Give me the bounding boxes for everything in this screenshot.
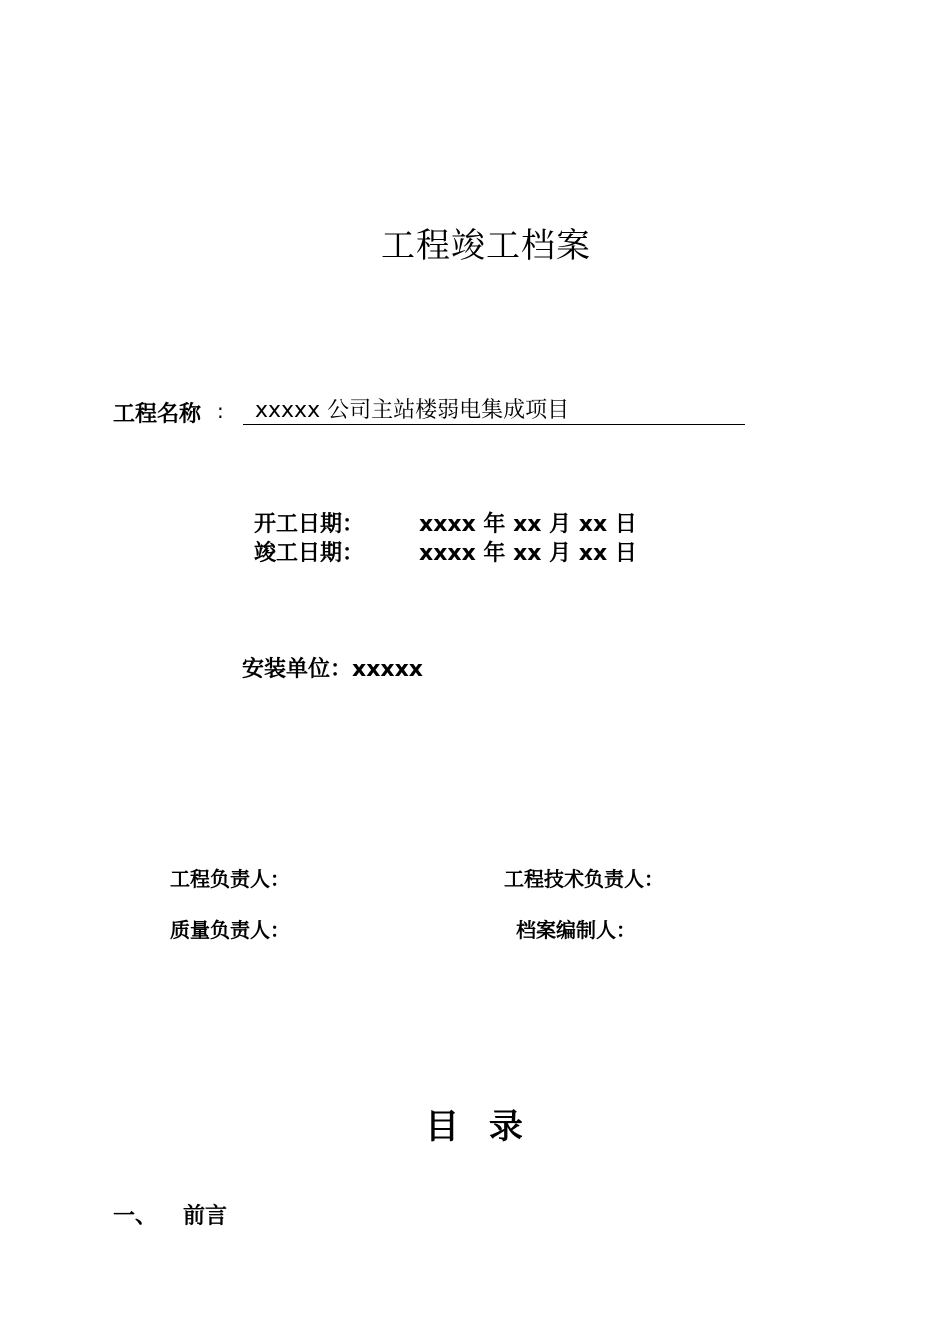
start-date-label: 开工日期： — [254, 512, 365, 537]
table-of-contents-title: 目 录 — [425, 1107, 525, 1147]
project-name-field — [243, 398, 745, 425]
project-manager-label: 工程负责人： — [170, 867, 290, 891]
project-name-value: xxxxx 公司主站楼弱电集成项目 — [243, 398, 569, 425]
toc-item-number: 一、 — [113, 1204, 158, 1229]
completion-date-label: 竣工日期： — [254, 541, 365, 566]
installation-unit: 安装单位：xxxxx — [242, 657, 423, 682]
document-title: 工程竣工档案 — [381, 226, 591, 266]
technical-manager-label: 工程技术负责人： — [504, 867, 664, 891]
archivist-label: 档案编制人： — [516, 918, 636, 942]
toc-item-label: 前言 — [183, 1204, 228, 1229]
start-date-value: xxxx 年 xx 月 xx 日 — [419, 512, 637, 537]
completion-date-value: xxxx 年 xx 月 xx 日 — [419, 541, 637, 566]
project-name-colon: : — [217, 399, 224, 423]
quality-manager-label: 质量负责人： — [170, 918, 290, 942]
project-name-label: 工程名称 — [113, 402, 202, 427]
